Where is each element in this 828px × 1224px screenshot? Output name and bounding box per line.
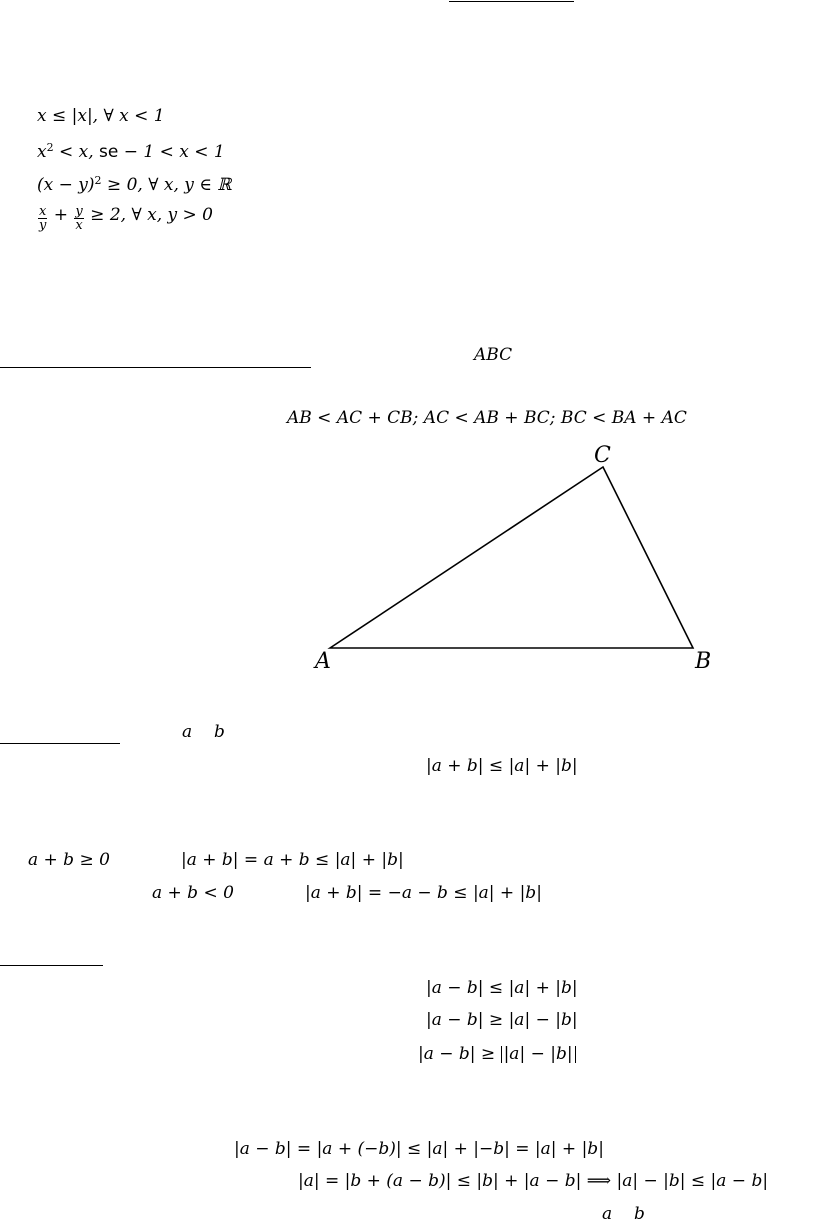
proof-case2-result: |a + b| = −a − b ≤ |a| + |b| [305, 883, 542, 903]
triangle-inequalities: AB < AC + CB; AC < AB + BC; BC < BA + AC [287, 408, 687, 428]
proof-case1-result: |a + b| = a + b ≤ |a| + |b| [181, 850, 404, 870]
section-underline-corollary [0, 965, 103, 966]
corollary-proof-line-2: |a| = |b + (a − b)| ≤ |b| + |a − b| ⟹ |a| − |b| ≤ |a − b| [298, 1171, 769, 1191]
corollary-proof-var-a: a [602, 1204, 613, 1224]
vertex-c-label: C [594, 443, 611, 468]
corollary-line-2: |a − b| ≥ |a| − |b| [426, 1010, 578, 1030]
theorem-var-b: b [214, 722, 225, 742]
theorem-statement: |a + b| ≤ |a| + |b| [426, 756, 578, 776]
corollary-proof-var-b: b [634, 1204, 645, 1224]
triangle-shape [330, 467, 693, 648]
corollary-proof-line-1: |a − b| = |a + (−b)| ≤ |a| + |−b| = |a| + |b| [234, 1139, 604, 1159]
fraction-x-over-y: $\frac{x}{y}$ [38, 204, 47, 233]
fraction-y-over-x: $\frac{y}{x}$ [75, 204, 83, 233]
inequality-4: $\frac{x}{y}$ + $\frac{y}{x}$ ≥ 2, ∀ x, y > 0 [38, 204, 213, 233]
proof-case1-condition: a + b ≥ 0 [28, 850, 110, 870]
section-underline-theorem [0, 743, 120, 744]
triangle-name: ABC [474, 345, 513, 365]
proof-case2-condition: a + b < 0 [152, 883, 234, 903]
absolute-value-bars: |a| − |b| [501, 1046, 576, 1063]
inequality-2: $x^2 < x$, se − 1 < x < 1 [37, 141, 225, 162]
theorem-var-a: a [182, 722, 193, 742]
vertex-a-label: A [315, 649, 331, 674]
inequality-1: x ≤ |x|, ∀ x < 1 [37, 106, 165, 126]
corollary-line-1: |a − b| ≤ |a| + |b| [426, 978, 578, 998]
corollary-line-3: |a − b| ≥ |a| − |b| [418, 1046, 576, 1063]
vertex-b-label: B [695, 649, 712, 674]
inequality-3: $(x - y)^2 \ge 0$, ∀ x, y ∈ ℝ [37, 174, 232, 195]
